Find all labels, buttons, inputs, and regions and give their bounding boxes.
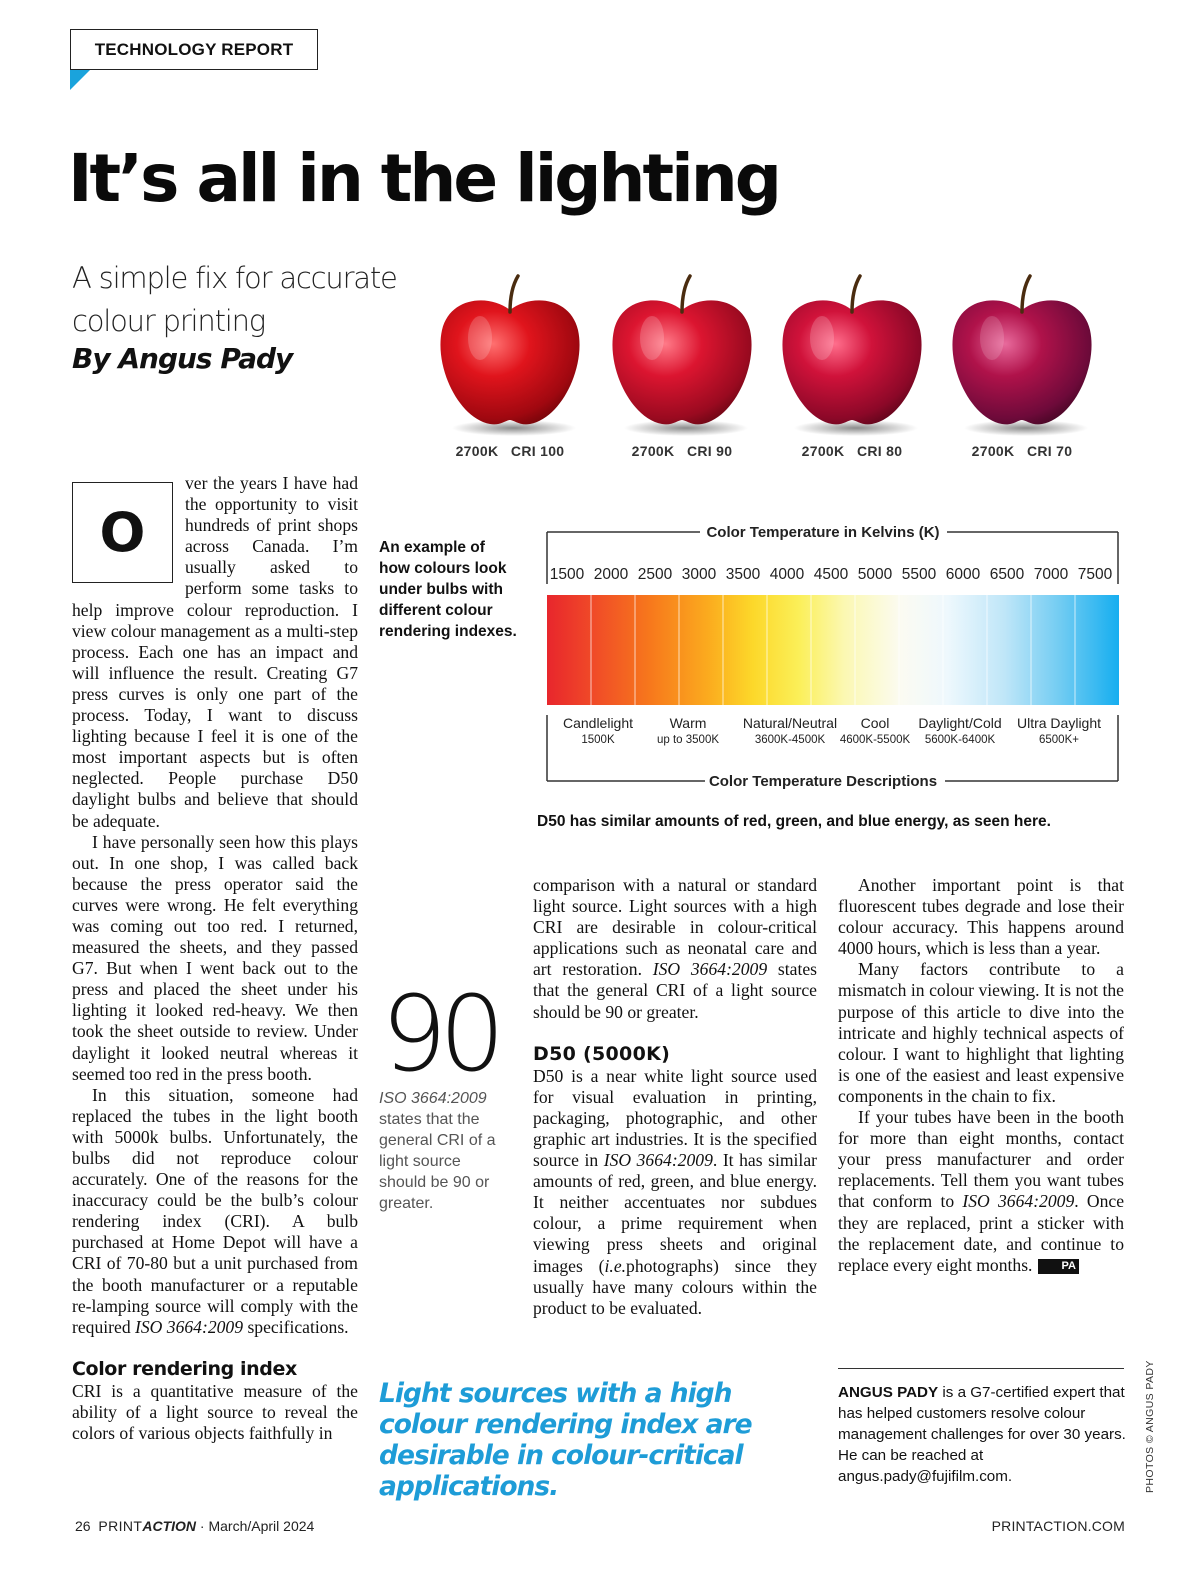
desc-daylight: Daylight/Cold <box>918 715 1002 731</box>
paragraph-cri-continued: comparison with a natural or standard light source. Light sources with a high CRI are desirable in colour-critical applications such as neonatal care and art restoration. ISO 3664:2009 states that the general CRI of a light source should be 90 or greater. <box>533 875 817 1022</box>
heading-color-rendering-index: Color rendering index <box>72 1357 297 1380</box>
paragraph-cri-start: CRI is a quantitative measure of the ability of a light source to reveal the colors of various objects faithfully in <box>72 1380 358 1444</box>
desc-warm-range: up to 3500K <box>656 734 720 746</box>
desc-cool: Cool <box>860 715 890 731</box>
bio-divider <box>838 1368 1124 1369</box>
kelvin-tick-3000: 3000 <box>681 566 717 583</box>
kelvin-scale <box>550 566 1113 583</box>
section-tag <box>70 29 318 70</box>
paragraph-intro: ver the years I have had the opportunity to visit hundreds of print shops across Canada. I’m usually asked to perform some tasks to help improve colour reproduction. I view colour management as a multi-step process. Each one has an impact and will influence the result. Creating G7 press curves is only one part of the process. Today, I want to discuss lighting because I feel it is one of the most important aspects but is often neglected. People purchase D50 daylight bulbs and believe that should be adequate. <box>72 473 358 831</box>
desc-candlelight-range: 1500K <box>581 734 615 746</box>
end-mark-icon: PA <box>1038 1259 1078 1274</box>
footer-website: PRINTACTION.COM <box>991 1518 1125 1534</box>
apple-label-cri100: 2700K CRI 100 <box>455 443 565 459</box>
kelvin-tick-6000: 6000 <box>945 566 981 583</box>
desc-cool-range: 4600K-5500K <box>839 734 911 746</box>
apple-photo-cri90 <box>602 268 762 438</box>
tag-corner-accent <box>70 70 90 90</box>
paragraph-anecdote: I have personally seen how this plays out. In one shop, I was called back because the press operator said the curves were wrong. He felt everything was coming out too red. I returned, measured the sheets, and they passed G7. But when I went back out to the press and placed the sheet under his lighting it looked red-heavy. We then took the sheet outside to review. Under daylight it looked neutral whereas it seemed too red in the press booth. <box>72 831 358 1084</box>
drop-cap: O <box>72 482 173 583</box>
footer-issue: · March/April 2024 <box>199 1518 315 1534</box>
apple-photo-cri80 <box>772 268 932 438</box>
kelvin-descriptions-title: Color Temperature Descriptions <box>708 773 938 789</box>
footer-brand-action: ACTION <box>142 1518 197 1534</box>
author-bio-text: is a G7-certified expert that has helped customers resolve colour management challenges for over 30 years. He can be reached at angus.pady@fujifilm.com. <box>838 1384 1126 1485</box>
kelvin-tick-4000: 4000 <box>769 566 805 583</box>
desc-ultra-daylight-range: 6500K+ <box>1039 734 1079 746</box>
spectrum-bar <box>547 595 1119 705</box>
paragraph-degrade: Another important point is that fluorescent tubes degrade and lose their colour accuracy. This happens around 4000 hours, which is less than a year. <box>838 875 1124 959</box>
paragraph-replace: If your tubes have been in the booth for more than eight months, contact your press manufacturer and order replacements. Tell them you want tubes that conform to ISO 3664:2009. Once they are replaced, print a sticker with the replacement date, and continue to replace every eight months. PA <box>838 1107 1125 1275</box>
kelvin-tick-5500: 5500 <box>901 566 937 583</box>
apple-caption: An example of how colours look under bulbs with different colour rendering indexes. <box>379 539 517 640</box>
paragraph-tubes: In this situation, someone had replaced the tubes in the light booth with 5000k bulbs. Unfortunately, the bulbs did not reproduce colour accurately. One of the reasons for the inaccuracy could be the bulb’s colour rendering index (CRI). A bulb purchased at Home Depot will have a CRI of 70-80 but a unit purchased from the booth manufacturer or a reputable re-lamping source will comply with the required ISO 3664:2009 specifications. <box>72 1084 358 1337</box>
article-column-4 <box>838 875 1124 1276</box>
article-subtitle: A simple fix for accurate colour printing <box>72 261 397 338</box>
kelvin-tick-6500: 6500 <box>989 566 1025 583</box>
apple-label-cri90: 2700K CRI 90 <box>631 443 733 459</box>
page-number: 26 <box>75 1518 91 1534</box>
heading-d50: D50 (5000K) <box>533 1042 671 1065</box>
apple-label-cri70: 2700K CRI 70 <box>971 443 1073 459</box>
kelvin-tick-3500: 3500 <box>725 566 761 583</box>
kelvin-chart-title: Color Temperature in Kelvins (K) <box>706 524 940 541</box>
stat-note: ISO 3664:2009 states that the general CRI of a light source should be 90 or greater. <box>379 1090 496 1212</box>
apple-label-cri80: 2700K CRI 80 <box>801 443 903 459</box>
kelvin-tick-1500: 1500 <box>549 566 585 583</box>
kelvin-tick-2500: 2500 <box>637 566 673 583</box>
photo-credit: PHOTOS © ANGUS PADY <box>1144 1360 1156 1493</box>
footer-brand-print: PRINT <box>98 1518 143 1534</box>
paragraph-factors: Many factors contribute to a mismatch in colour viewing. It is not the purpose of this article to dive into the intricate and highly technical aspects of colour. I want to highlight that lighting is one of the easiest and least expensive components in the chain to fix. <box>838 959 1124 1106</box>
pull-quote: Light sources with a high colour rendering index are desirable in colour-critical applications. <box>379 1378 752 1502</box>
paragraph-d50: D50 is a near white light source used for visual evaluation in printing, packaging, photographic, and other graphic art industries. It is the specified source in ISO 3664:2009. It has similar amounts of red, green, and blue energy. It neither accentuates nor subdues colour, a prime requirement when viewing press sheets and original images (i.e.photographs) since they usually have many colours within the product to be evaluated. <box>533 1065 818 1318</box>
apple-photo-cri100 <box>430 268 590 438</box>
article-column-1 <box>72 473 358 1444</box>
spectrum-caption: D50 has similar amounts of red, green, and blue energy, as seen here. <box>537 813 1051 830</box>
article-title: It’s all in the lighting <box>68 140 779 217</box>
desc-neutral: Natural/Neutral <box>742 715 838 731</box>
desc-candlelight: Candlelight <box>562 715 634 731</box>
apple-photo-cri70 <box>942 268 1102 438</box>
desc-warm: Warm <box>669 715 707 731</box>
kelvin-tick-7500: 7500 <box>1077 566 1113 583</box>
kelvin-tick-4500: 4500 <box>813 566 849 583</box>
author-bio <box>838 1382 1128 1487</box>
kelvin-tick-7000: 7000 <box>1033 566 1069 583</box>
desc-ultra-daylight: Ultra Daylight <box>1016 715 1102 731</box>
desc-neutral-range: 3600K-4500K <box>754 734 826 746</box>
color-temperature-chart <box>545 519 1120 789</box>
kelvin-tick-2000: 2000 <box>593 566 629 583</box>
desc-daylight-range: 5600K-6400K <box>924 734 996 746</box>
author-name: ANGUS PADY <box>838 1384 939 1401</box>
article-column-3 <box>533 875 817 1319</box>
section-tag-label: TECHNOLOGY REPORT <box>94 39 294 59</box>
stat-number: 90 <box>381 973 498 1095</box>
article-byline: By Angus Pady <box>72 342 293 375</box>
kelvin-tick-5000: 5000 <box>857 566 893 583</box>
footer-folio <box>75 1518 314 1534</box>
